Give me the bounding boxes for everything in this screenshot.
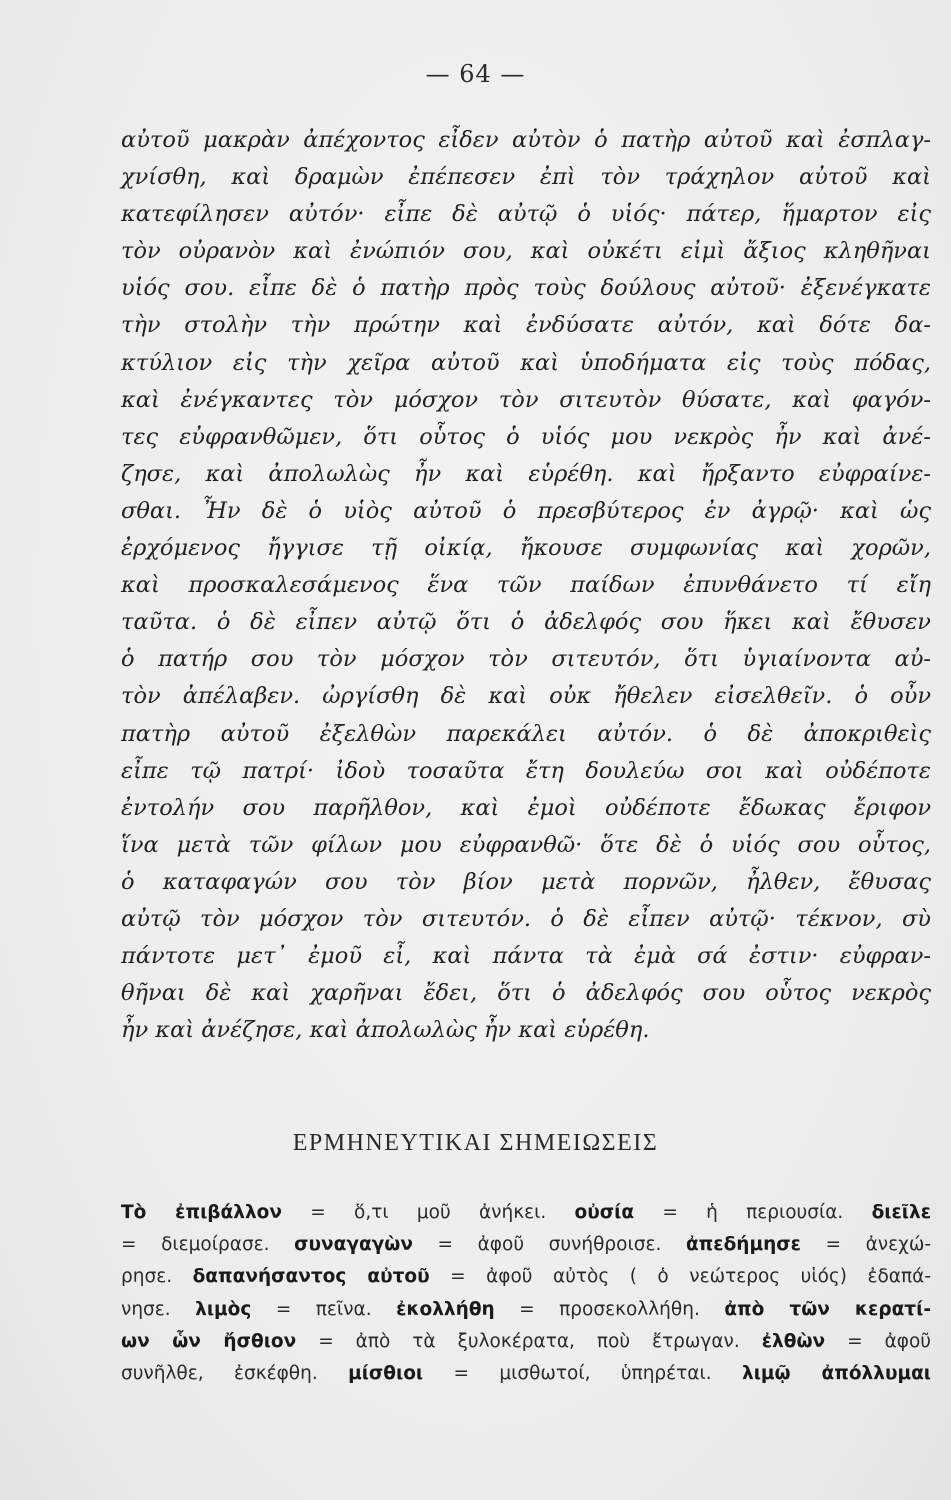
note-line [121,1261,931,1293]
note-term: ἀπὸ τῶν κερατί- [724,1298,931,1320]
explanatory-notes [121,1197,931,1390]
note-gloss: = μισθωτοί, ὑπηρέται. [423,1362,742,1384]
text-line: αὐτῷ τὸν μόσχον τὸν σιτευτόν. ὁ δὲ εἶπεν αὐτῷ· τέκνον, σὺ [121,905,931,932]
note-term: λιμὸς [195,1298,252,1320]
text-line: κτύλιον εἰς τὴν χεῖρα αὐτοῦ καὶ ὑποδήματα εἰς τοὺς πόδας, [121,349,931,376]
note-term: ἐλθὼν [761,1330,826,1352]
note-line [121,1229,931,1261]
note-gloss: = ἀπὸ τὰ ξυλοκέρατα, ποὺ ἔτρωγαν. [296,1330,762,1352]
note-gloss: = διεμοίρασε. [121,1234,295,1256]
text-line: ἐντολήν σου παρῆλθον, καὶ ἐμοὶ οὐδέποτε ἔδωκας ἔριφον [121,794,931,821]
text-line: τὸν οὐρανὸν καὶ ἐνώπιόν σου, καὶ οὐκέτι εἰμὶ ἄξιος κληθῆναι [121,238,931,265]
text-line: καὶ ἐνέγκαντες τὸν μόσχον τὸν σιτευτὸν θύσατε, καὶ φαγόν- [121,386,931,413]
text-line: ζησε, καὶ ἀπολωλὼς ἦν καὶ εὑρέθη. καὶ ἤρξαντο εὐφραίνε- [121,460,931,487]
text-line: πατὴρ αὐτοῦ ἐξελθὼν παρεκάλει αὐτόν. ὁ δὲ ἀποκριθεὶς [121,720,931,747]
text-line: ὁ καταφαγών σου τὸν βίον μετὰ πορνῶν, ἦλθεν, ἔθυσας [121,868,931,895]
note-gloss: = πεῖνα. [251,1298,397,1320]
section-heading: ΕΡΜΗΝΕΥΤΙΚΑΙ ΣΗΜΕΙΩΣΕΙΣ [292,1130,659,1156]
text-line: αὐτοῦ μακρὰν ἀπέχοντος εἶδεν αὐτὸν ὁ πατὴρ αὐτοῦ καὶ ἐσπλαγ- [121,127,931,153]
note-gloss: = προσεκολλήθη. [494,1298,725,1320]
note-term: συναγαγὼν [294,1234,413,1256]
note-gloss: νησε. [121,1298,196,1320]
text-line: τὴν στολὴν τὴν πρώτην καὶ ἐνδύσατε αὐτόν, καὶ δότε δα- [121,312,931,339]
text-line: ταῦτα. ὁ δὲ εἶπεν αὐτῷ ὅτι ὁ ἀδελφός σου ἥκει καὶ ἔθυσεν [121,609,931,636]
note-gloss: = ἀφοῦ [825,1330,931,1352]
note-term: οὐσία [574,1202,635,1223]
note-term: μίσθιοι [348,1362,424,1384]
note-term: ων ὧν ἤσθιον [121,1330,297,1352]
note-gloss: = ἀνεχώ- [800,1234,931,1256]
text-line: θῆναι δὲ καὶ χαρῆναι ἔδει, ὅτι ὁ ἀδελφός σου οὗτος νεκρὸς [121,980,931,1007]
note-gloss: = ὅ,τι μοῦ ἀνήκει. [281,1202,575,1223]
text-line: ὁ πατήρ σου τὸν μόσχον τὸν σιτευτόν, ὅτι ὑγιαίνοντα αὐ- [121,646,931,673]
note-line [121,1197,931,1229]
note-line [121,1294,931,1326]
text-line: εἶπε τῷ πατρί· ἰδοὺ τοσαῦτα ἔτη δουλεύω σοι καὶ οὐδέποτε [121,757,931,784]
text-line: ἐρχόμενος ἤγγισε τῇ οἰκίᾳ, ἤκουσε συμφωνίας καὶ χορῶν, [121,535,931,562]
text-line: υἱός σου. εἶπε δὲ ὁ πατὴρ πρὸς τοὺς δούλους αὐτοῦ· ἐξενέγκατε [121,275,931,302]
text-line: ἵνα μετὰ τῶν φίλων μου εὐφρανθῶ· ὅτε δὲ ὁ υἱός σου οὗτος, [121,831,931,858]
note-term: διεῖλε [871,1202,932,1223]
text-line: ἦν καὶ ἀνέζησε, καὶ ἀπολωλὼς ἦν καὶ εὑρέθη. [121,1017,650,1044]
note-term: Τὸ ἐπιβάλλον [121,1202,282,1223]
text-line: πάντοτε μετ᾽ ἐμοῦ εἶ, καὶ πάντα τὰ ἐμὰ σά ἐστιν· εὐφραν- [121,943,931,970]
text-line: κατεφίλησεν αὐτόν· εἶπε δὲ αὐτῷ ὁ υἱός· πάτερ, ἥμαρτον εἰς [121,201,931,228]
note-line [121,1326,931,1358]
note-term: λιμῷ ἀπόλλυμαι [741,1362,931,1384]
note-gloss: = ἀφοῦ αὐτὸς ( ὁ νεώτερος υἱός) ἐδαπά- [429,1266,931,1288]
note-term: ἐκολλήθη [396,1298,495,1320]
text-line: τες εὐφρανθῶμεν, ὅτι οὗτος ὁ υἱός μου νεκρὸς ἦν καὶ ἀνέ- [121,423,931,450]
note-gloss: συνῆλθε, ἐσκέφθη. [121,1362,349,1384]
note-term: ἀπεδήμησε [685,1234,801,1256]
text-line: σθαι. Ἦν δὲ ὁ υἱὸς αὐτοῦ ὁ πρεσβύτερος ἐν ἀγρῷ· καὶ ὡς [121,497,931,524]
text-line: καὶ προσκαλεσάμενος ἕνα τῶν παίδων ἐπυνθάνετο τί εἴη [121,572,931,599]
text-line: τὸν ἀπέλαβεν. ὠργίσθη δὲ καὶ οὐκ ἤθελεν εἰσελθεῖν. ὁ οὖν [121,683,931,710]
note-term: δαπανήσαντος αὐτοῦ [192,1266,430,1288]
page-number: — 64 — [425,60,526,88]
text-line: χνίσθη, καὶ δραμὼν ἐπέπεσεν ἐπὶ τὸν τράχηλον αὐτοῦ καὶ [121,164,931,191]
body-text [121,122,931,1049]
note-gloss: = ἡ περιουσία. [634,1202,872,1223]
note-gloss: = ἀφοῦ συνήθροισε. [412,1234,686,1256]
note-line [121,1358,931,1390]
note-gloss: ρησε. [121,1266,193,1288]
